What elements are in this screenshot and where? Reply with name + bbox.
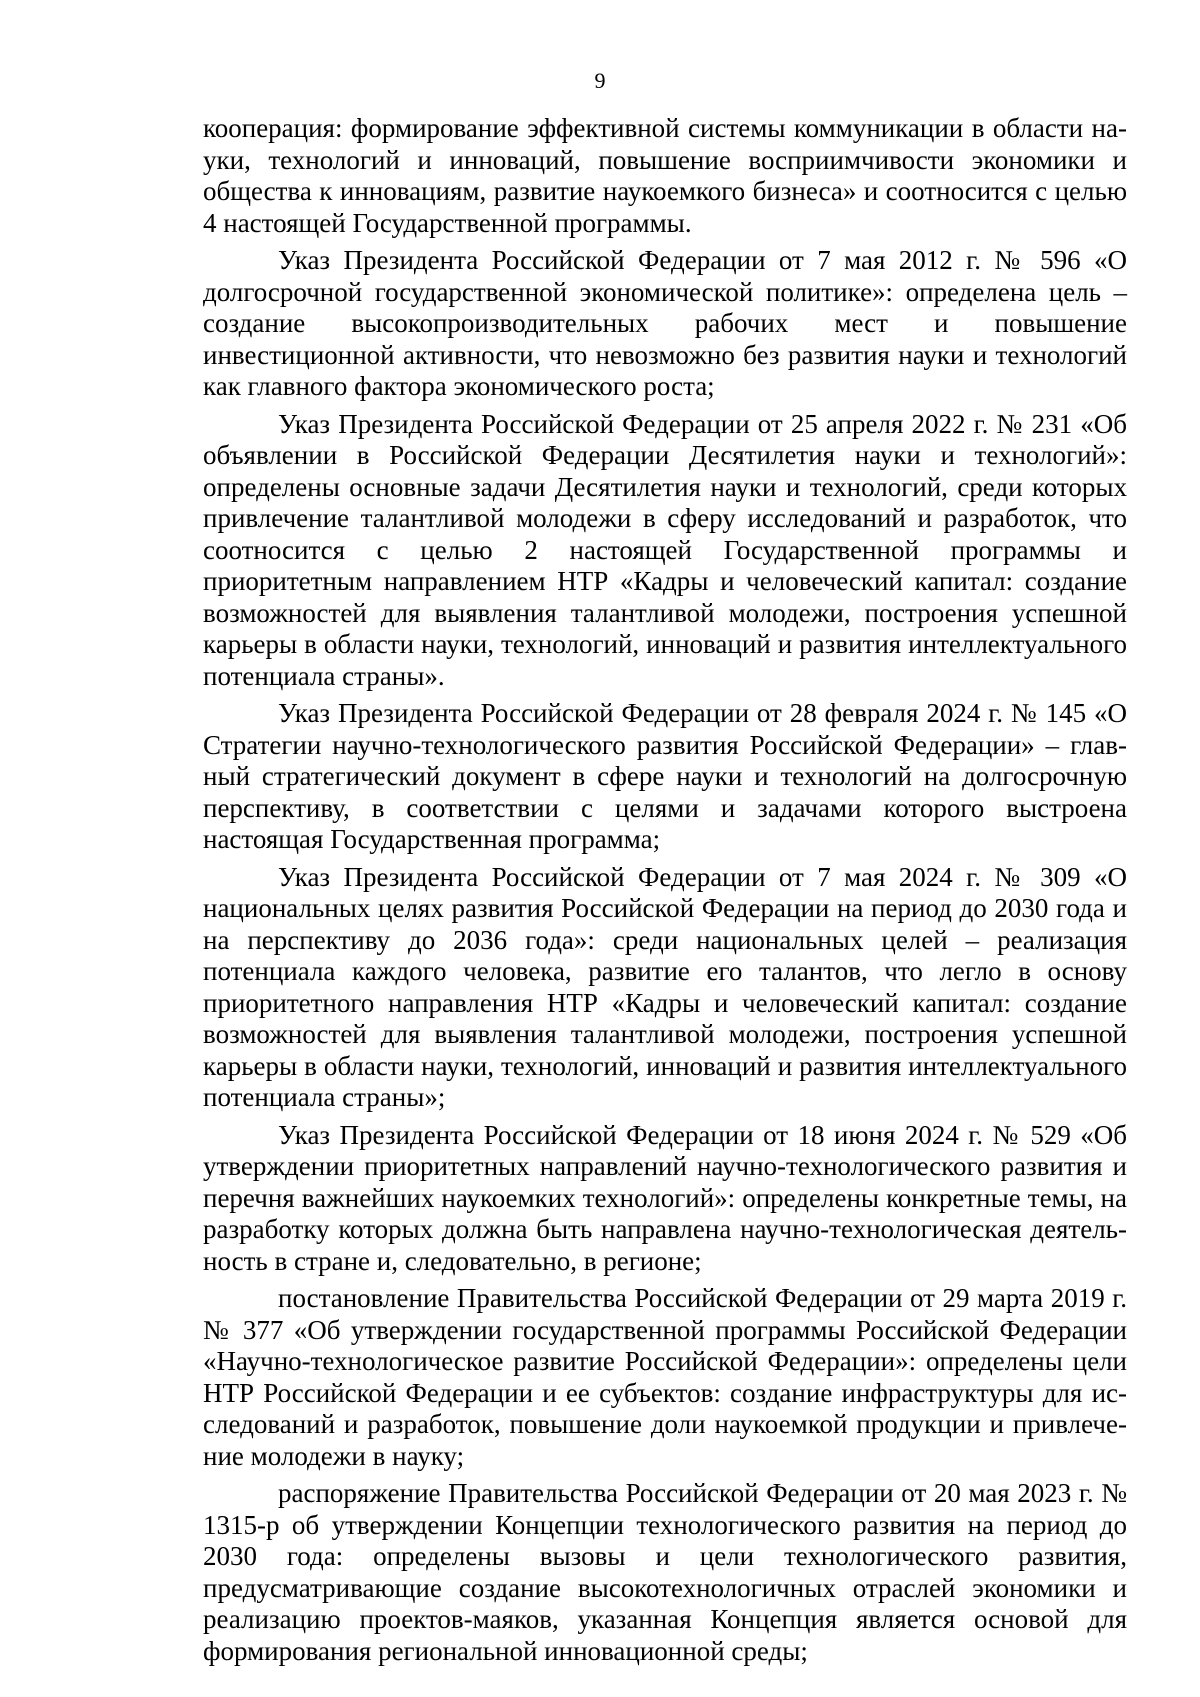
paragraph-8: распоряжение Правительства Российской Федерации от 20 мая 2023 г. № 1315-р об утверждении Концепции технологического развития на период до 2030 года: определены вызовы и цели технологического развития, предусматривающие создание высокотехнологичных отраслей экономики и реализацию проектов-маяков, указанная Концепция является основой для формирования региональной инновационной среды; <box>203 1478 1127 1666</box>
paragraph-1: кооперация: формирование эффективной системы коммуникации в области науки, технологий и инноваций, повышение восприимчивости экономики и общества к инновациям, развитие наукоемкого бизнеса» и соотносится с целью 4 настоящей Государственной программы. <box>203 113 1127 238</box>
paragraph-2: Указ Президента Российской Федерации от 7 мая 2012 г. № 596 «О долгосрочной государственной экономической политике»: определена цель – создание высокопроизводительных рабочих мест и повышение инвестиционной активности, что невозможно без развития науки и технологий как главного фактора экономического роста; <box>203 245 1127 401</box>
paragraph-6: Указ Президента Российской Федерации от 18 июня 2024 г. № 529 «Об утверждении приоритетных направлений научно-технологического развития и перечня важнейших наукоемких технологий»: определены конкретные темы, на разработку которых должна быть направлена научно-технологическая деятельность в стране и, следовательно, в регионе; <box>203 1119 1127 1276</box>
paragraph-5: Указ Президента Российской Федерации от 7 мая 2024 г. № 309 «О национальных целях развития Российской Федерации на период до 2030 года и на перспективу до 2036 года»: среди национальных целей – реализация потенциала каждого человека, развитие его талантов, что легло в основу приоритетного направления НТР «Кадры и человеческий капитал: создание возможностей для выявления талантливой молодежи, построения успешной карьеры в области науки, технологий, инноваций и развития интеллектуального потенциала страны»; <box>203 861 1127 1112</box>
paragraph-4: Указ Президента Российской Федерации от 28 февраля 2024 г. № 145 «О Стратегии научно-технологического развития Российской Федерации» – главный стратегический документ в сфере науки и технологий на долгосрочную перспективу, в соответствии с целями и задачами которого выстроена настоящая Государственная программа; <box>203 698 1127 854</box>
page-number: 9 <box>594 68 606 93</box>
document-body <box>203 113 1127 1673</box>
paragraph-7: постановление Правительства Российской Федерации от 29 марта 2019 г. № 377 «Об утверждении государственной программы Российской Федерации «Научно-технологическое развитие Российской Федерации»: определены цели НТР Российской Федерации и ее субъектов: создание инфраструктуры для исследований и разработок, повышение доли наукоемкой продукции и привлечение молодежи в науку; <box>203 1283 1127 1471</box>
paragraph-3: Указ Президента Российской Федерации от 25 апреля 2022 г. № 231 «Об объявлении в Российской Федерации Десятилетия науки и технологий»: определены основные задачи Десятилетия науки и технологий, среди которых привлечение талантливой молодежи в сферу исследований и разработок, что соотносится с целью 2 настоящей Государственной программы и приоритетным направлением НТР «Кадры и человеческий капитал: создание возможностей для выявления талантливой молодежи, построения успешной карьеры в области науки, технологий, инноваций и развития интеллектуального потенциала страны». <box>203 408 1127 691</box>
